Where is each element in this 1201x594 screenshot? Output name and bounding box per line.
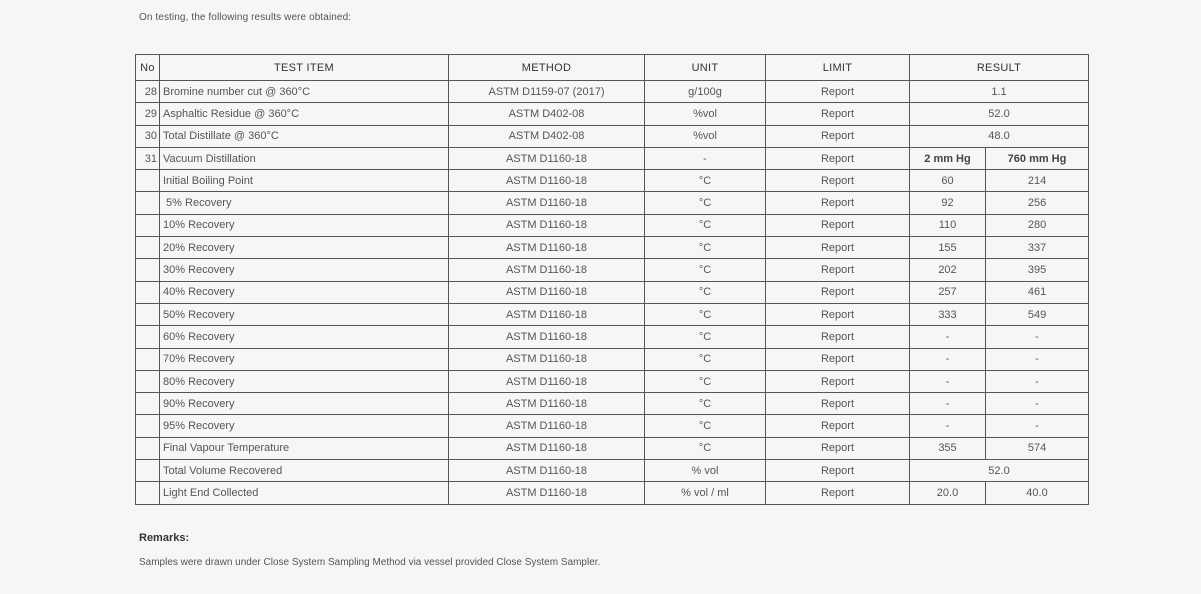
row-method: ASTM D1160-18 [449,370,645,392]
remarks-text: Samples were drawn under Close System Sampling Method via vessel provided Close System Sampler. [139,557,601,568]
row-test-item: 20% Recovery [160,237,449,259]
row-unit: % vol / ml [645,482,766,504]
row-no [136,259,160,281]
row-result: 1.1 [910,81,1089,103]
row-method: ASTM D1160-18 [449,326,645,348]
results-table [135,54,1089,505]
row-result: 52.0 [910,460,1089,482]
row-test-item: 50% Recovery [160,303,449,325]
row-method: ASTM D402-08 [449,125,645,147]
header-limit: LIMIT [766,55,910,81]
row-limit: Report [766,237,910,259]
table-row [136,460,1089,482]
row-no [136,482,160,504]
row-result-2mmhg: 20.0 [910,482,986,504]
row-limit: Report [766,460,910,482]
row-method: ASTM D1160-18 [449,348,645,370]
row-result-2mmhg: - [910,326,986,348]
table-row [136,237,1089,259]
row-limit: Report [766,192,910,214]
row-no [136,393,160,415]
row-no [136,415,160,437]
row-limit: Report [766,415,910,437]
row-limit: Report [766,348,910,370]
row-result-2mmhg: - [910,370,986,392]
row-method: ASTM D1160-18 [449,393,645,415]
row-unit: °C [645,326,766,348]
table-row [136,281,1089,303]
row-result-2mmhg: - [910,393,986,415]
row-result-760mmhg: - [986,370,1089,392]
row-method: ASTM D1160-18 [449,437,645,459]
row-result-760mmhg: 337 [986,237,1089,259]
row-result-760mmhg: 549 [986,303,1089,325]
row-result-2mmhg: 202 [910,259,986,281]
table-row [136,81,1089,103]
row-unit: °C [645,393,766,415]
row-no: 31 [136,147,160,169]
row-test-item: Initial Boiling Point [160,170,449,192]
row-limit: Report [766,393,910,415]
table-row [136,259,1089,281]
row-test-item: 90% Recovery [160,393,449,415]
row-no [136,348,160,370]
header-test-item: TEST ITEM [160,55,449,81]
table-row [136,326,1089,348]
table-row [136,393,1089,415]
table-row [136,415,1089,437]
row-result-2mmhg: 155 [910,237,986,259]
row-unit: °C [645,437,766,459]
row-limit: Report [766,103,910,125]
row-unit: °C [645,281,766,303]
row-test-item: Final Vapour Temperature [160,437,449,459]
row-test-item: Total Volume Recovered [160,460,449,482]
row-method: ASTM D1160-18 [449,259,645,281]
row-result-2mmhg: 257 [910,281,986,303]
table-row [136,214,1089,236]
row-result-2mmhg: 355 [910,437,986,459]
row-test-item: 60% Recovery [160,326,449,348]
row-no: 29 [136,103,160,125]
row-unit: °C [645,259,766,281]
row-no: 30 [136,125,160,147]
row-no [136,214,160,236]
row-unit: °C [645,415,766,437]
row-limit: Report [766,259,910,281]
row-limit: Report [766,482,910,504]
row-limit: Report [766,147,910,169]
row-result: 52.0 [910,103,1089,125]
row-limit: Report [766,370,910,392]
table-row [136,192,1089,214]
row-unit: % vol [645,460,766,482]
row-method: ASTM D1160-18 [449,147,645,169]
row-result-760mmhg: 40.0 [986,482,1089,504]
row-no: 28 [136,81,160,103]
row-no [136,170,160,192]
row-method: ASTM D1160-18 [449,482,645,504]
row-unit: g/100g [645,81,766,103]
row-no [136,326,160,348]
row-limit: Report [766,326,910,348]
row-test-item: Vacuum Distillation [160,147,449,169]
row-no [136,370,160,392]
row-limit: Report [766,214,910,236]
row-result-760mmhg: 574 [986,437,1089,459]
row-result-2mmhg: - [910,415,986,437]
row-method: ASTM D1160-18 [449,281,645,303]
row-limit: Report [766,125,910,147]
row-method: ASTM D1160-18 [449,460,645,482]
row-no [136,281,160,303]
row-method: ASTM D1160-18 [449,192,645,214]
row-result-760mmhg: - [986,393,1089,415]
row-test-item: Bromine number cut @ 360°C [160,81,449,103]
row-result-760mmhg: - [986,415,1089,437]
table-row [136,125,1089,147]
row-result-760mmhg: 395 [986,259,1089,281]
table-row [136,370,1089,392]
row-no [136,303,160,325]
table-row [136,103,1089,125]
row-limit: Report [766,170,910,192]
row-method: ASTM D1160-18 [449,214,645,236]
row-unit: - [645,147,766,169]
row-result-760mmhg: 461 [986,281,1089,303]
row-method: ASTM D402-08 [449,103,645,125]
row-unit: °C [645,370,766,392]
row-unit: °C [645,348,766,370]
row-limit: Report [766,303,910,325]
header-no: No [136,55,160,81]
row-unit: °C [645,170,766,192]
row-no [136,192,160,214]
row-test-item: Total Distillate @ 360°C [160,125,449,147]
row-method: ASTM D1160-18 [449,170,645,192]
header-unit: UNIT [645,55,766,81]
row-limit: Report [766,81,910,103]
row-test-item: 40% Recovery [160,281,449,303]
row-method: ASTM D1160-18 [449,237,645,259]
row-method: ASTM D1160-18 [449,303,645,325]
table-row [136,303,1089,325]
header-method: METHOD [449,55,645,81]
row-unit: %vol [645,103,766,125]
row-test-item: Asphaltic Residue @ 360°C [160,103,449,125]
row-result-760mmhg: 280 [986,214,1089,236]
row-result-760mmhg: 214 [986,170,1089,192]
row-result-2mmhg: 333 [910,303,986,325]
row-result: 48.0 [910,125,1089,147]
row-unit: °C [645,237,766,259]
table-row [136,348,1089,370]
row-no [136,237,160,259]
row-result-760mmhg: - [986,348,1089,370]
row-test-item: Light End Collected [160,482,449,504]
row-test-item: 95% Recovery [160,415,449,437]
row-method: ASTM D1160-18 [449,415,645,437]
table-row [136,170,1089,192]
row-unit: °C [645,303,766,325]
row-result-2mmhg: 92 [910,192,986,214]
row-no [136,437,160,459]
row-result-760mmhg: - [986,326,1089,348]
row-result-2mmhg: - [910,348,986,370]
table-row [136,482,1089,504]
row-unit: °C [645,192,766,214]
remarks-title: Remarks: [139,532,190,544]
row-unit: °C [645,214,766,236]
row-unit: %vol [645,125,766,147]
row-test-item: 30% Recovery [160,259,449,281]
header-result: RESULT [910,55,1089,81]
row-method: ASTM D1159-07 (2017) [449,81,645,103]
row-test-item: 5% Recovery [160,192,449,214]
row-test-item: 80% Recovery [160,370,449,392]
row-test-item: 70% Recovery [160,348,449,370]
intro-text: On testing, the following results were obtained: [139,12,352,23]
result-subheader-2mmhg: 2 mm Hg [910,147,986,169]
table-row [136,147,1089,169]
row-test-item: 10% Recovery [160,214,449,236]
row-result-2mmhg: 110 [910,214,986,236]
row-result-760mmhg: 256 [986,192,1089,214]
row-limit: Report [766,281,910,303]
row-result-2mmhg: 60 [910,170,986,192]
table-header-row [136,55,1089,81]
row-no [136,460,160,482]
row-limit: Report [766,437,910,459]
table-row [136,437,1089,459]
result-subheader-760mmhg: 760 mm Hg [986,147,1089,169]
